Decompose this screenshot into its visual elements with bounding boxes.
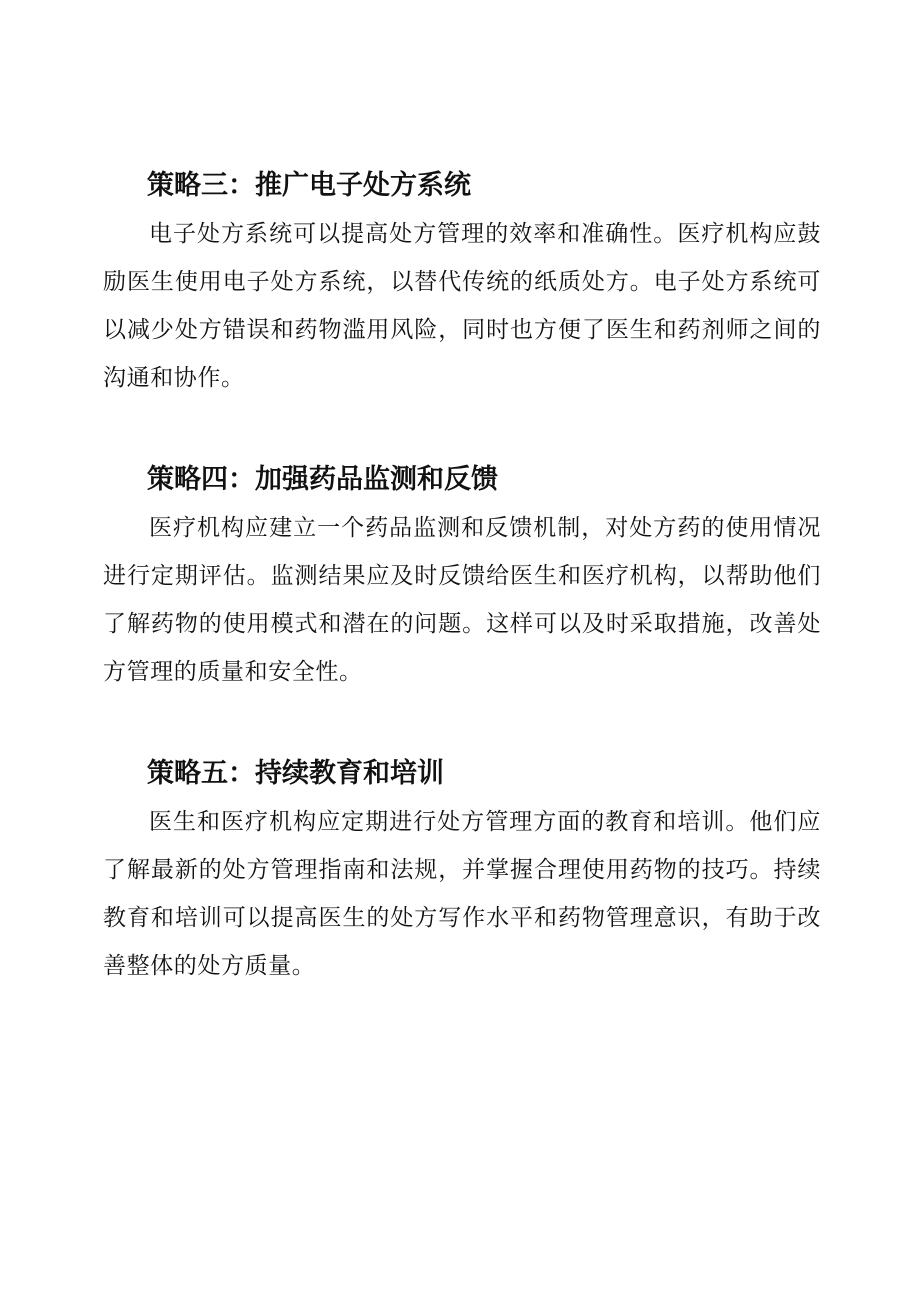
strategy-5-heading: 策略五：持续教育和培训 — [147, 758, 444, 789]
strategy-3-heading: 策略三：推广电子处方系统 — [147, 170, 471, 201]
strategy-3-section — [103, 166, 821, 402]
strategy-4-section — [103, 460, 821, 696]
strategy-4-heading: 策略四：加强药品监测和反馈 — [147, 464, 498, 495]
strategy-5-section — [103, 754, 821, 990]
strategy-4-paragraph: 医疗机构应建立一个药品监测和反馈机制，对处方药的使用情况进行定期评估。监测结果应及时反馈给医生和医疗机构，以帮助他们了解药物的使用模式和潜在的问题。这样可以及时采取措施，改善处方管理的质量和安全性。 — [103, 515, 821, 685]
strategy-5-paragraph: 医生和医疗机构应定期进行处方管理方面的教育和培训。他们应了解最新的处方管理指南和法规，并掌握合理使用药物的技巧。持续教育和培训可以提高医生的处方写作水平和药物管理意识，有助于改善整体的处方质量。 — [103, 809, 821, 979]
strategy-3-paragraph: 电子处方系统可以提高处方管理的效率和准确性。医疗机构应鼓励医生使用电子处方系统，以替代传统的纸质处方。电子处方系统可以减少处方错误和药物滥用风险，同时也方便了医生和药剂师之间的沟通和协作。 — [103, 221, 821, 391]
